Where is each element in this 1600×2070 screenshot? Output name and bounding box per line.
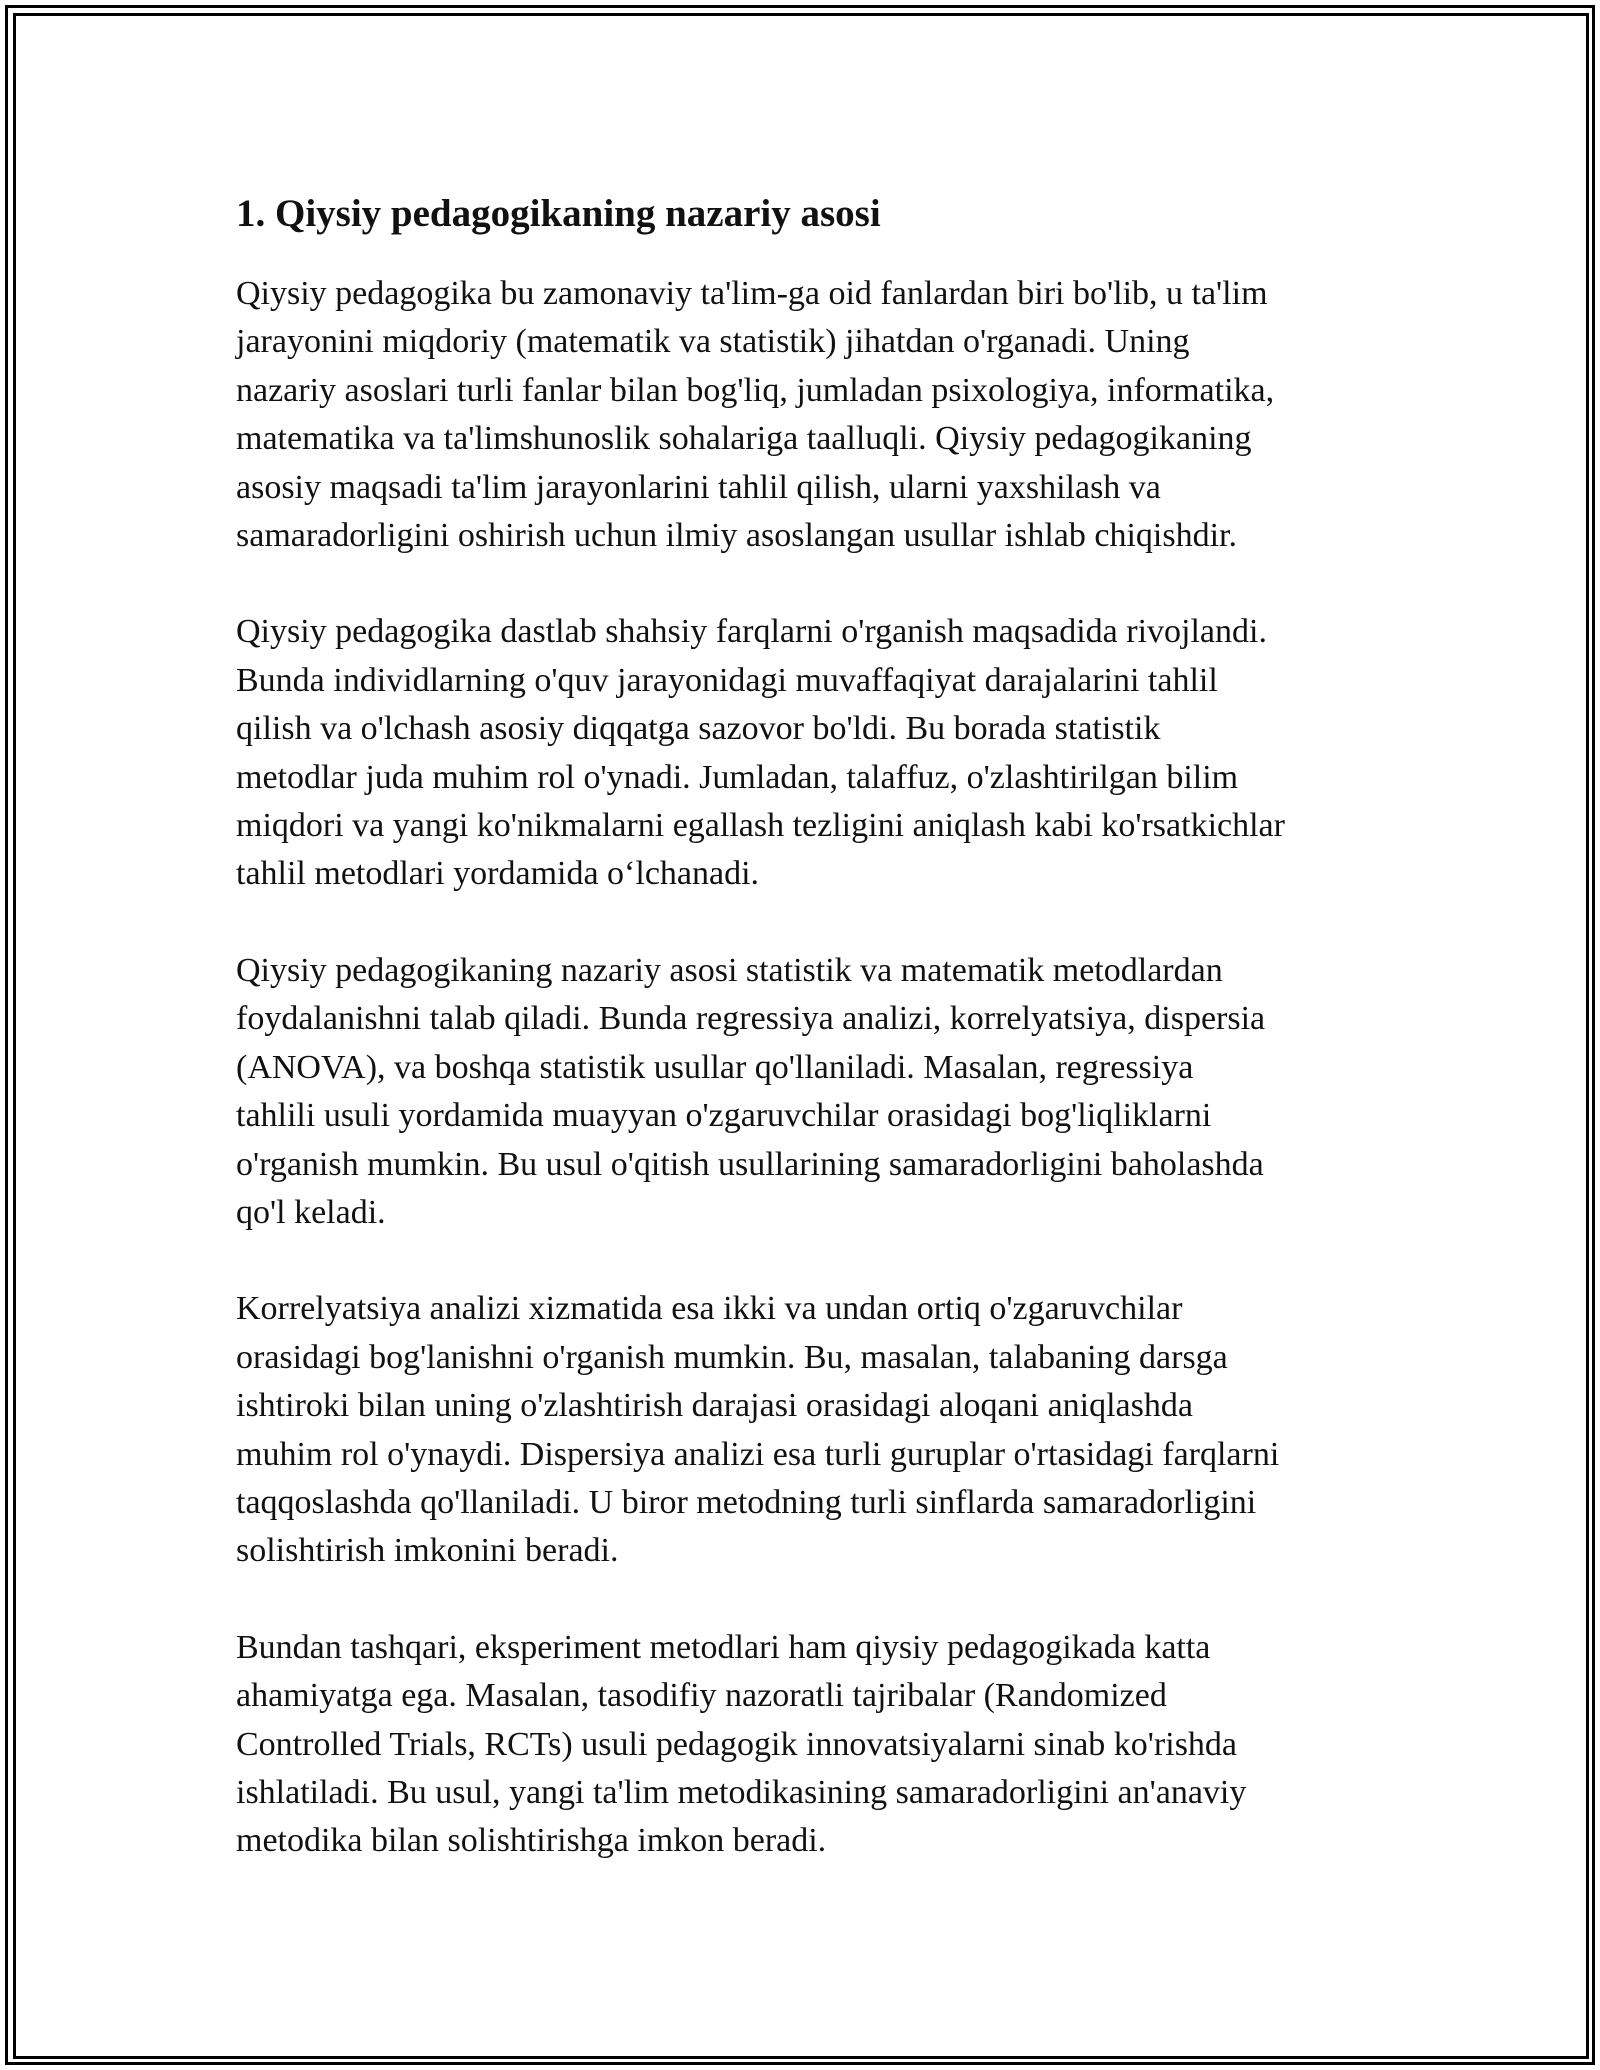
paragraph-line: metodika bilan solishtirishga imkon beradi. <box>236 1822 827 1860</box>
paragraph-list <box>236 270 1386 1866</box>
paragraph-line: taqqoslashda qo'llaniladi. U biror metodning turli sinflarda samaradorligini <box>236 1483 1257 1521</box>
paragraph-line: samaradorligini oshirish uchun ilmiy asoslangan usullar ishlab chiqishdir. <box>236 517 1237 555</box>
paragraph-line: miqdori va yangi ko'nikmalarni egallash tezligini aniqlash kabi ko'rsatkichlar <box>236 807 1285 845</box>
paragraph-line: jarayonini miqdoriy (matematik va statistik) jihatdan o'rganadi. Uning <box>236 323 1190 361</box>
paragraph-line: nazariy asoslari turli fanlar bilan bog'liq, jumladan psixologiya, informatika, <box>236 371 1275 409</box>
paragraph <box>236 270 1386 560</box>
paragraph-line: asosiy maqsadi ta'lim jarayonlarini tahlil qilish, ularni yaxshilash va <box>236 468 1161 506</box>
paragraph-line: ahamiyatga ega. Masalan, tasodifiy nazoratli tajribalar (Randomized <box>236 1677 1167 1715</box>
paragraph <box>236 1624 1386 1866</box>
paragraph-line: Bunda individlarning o'quv jarayonidagi muvaffaqiyat darajalarini tahlil <box>236 661 1218 699</box>
document-body <box>236 184 1386 1914</box>
paragraph-line: ishtiroki bilan uning o'zlashtirish darajasi orasidagi aloqani aniqlashda <box>236 1387 1193 1425</box>
paragraph-line: ishlatiladi. Bu usul, yangi ta'lim metodikasining samaradorligini an'anaviy <box>236 1773 1247 1811</box>
paragraph <box>236 947 1386 1237</box>
paragraph-line: solishtirish imkonini beradi. <box>236 1532 619 1570</box>
paragraph-line: Bundan tashqari, eksperiment metodlari ham qiysiy pedagogikada katta <box>236 1628 1211 1666</box>
paragraph-line: (ANOVA), va boshqa statistik usullar qo'llaniladi. Masalan, regressiya <box>236 1048 1194 1086</box>
paragraph-line: o'rganish mumkin. Bu usul o'qitish usullarining samaradorligini baholashda <box>236 1145 1264 1183</box>
section-heading: 1. Qiysiy pedagogikaning nazariy asosi <box>236 192 881 235</box>
paragraph-line: tahlil metodlari yordamida o‘lchanadi. <box>236 855 760 893</box>
paragraph-line: Qiysiy pedagogikaning nazariy asosi statistik va matematik metodlardan <box>236 951 1223 989</box>
paragraph <box>236 1285 1386 1575</box>
paragraph-line: Korrelyatsiya analizi xizmatida esa ikki va undan ortiq o'zgaruvchilar <box>236 1290 1183 1328</box>
paragraph-line: Controlled Trials, RCTs) usuli pedagogik innovatsiyalarni sinab ko'rishda <box>236 1725 1238 1763</box>
paragraph <box>236 608 1386 898</box>
paragraph-line: muhim rol o'ynaydi. Dispersiya analizi esa turli guruplar o'rtasidagi farqlarni <box>236 1435 1280 1473</box>
paragraph-line: Qiysiy pedagogika dastlab shahsiy farqlarni o'rganish maqsadida rivojlandi. <box>236 613 1267 651</box>
paragraph-line: tahlili usuli yordamida muayyan o'zgaruvchilar orasidagi bog'liqliklarni <box>236 1097 1212 1135</box>
paragraph-line: matematika va ta'limshunoslik sohalariga taalluqli. Qiysiy pedagogikaning <box>236 420 1252 458</box>
paragraph-line: metodlar juda muhim rol o'ynadi. Jumladan, talaffuz, o'zlashtirilgan bilim <box>236 758 1239 796</box>
paragraph-line: Qiysiy pedagogika bu zamonaviy ta'lim-ga oid fanlardan biri bo'lib, u ta'lim <box>236 275 1268 312</box>
paragraph-line: foydalanishni talab qiladi. Bunda regressiya analizi, korrelyatsiya, dispersia <box>236 1000 1266 1038</box>
paragraph-line: qo'l keladi. <box>236 1193 386 1231</box>
paragraph-line: qilish va o'lchash asosiy diqqatga sazovor bo'ldi. Bu borada statistik <box>236 710 1161 748</box>
paragraph-line: orasidagi bog'lanishni o'rganish mumkin. Bu, masalan, talabaning darsga <box>236 1338 1228 1376</box>
